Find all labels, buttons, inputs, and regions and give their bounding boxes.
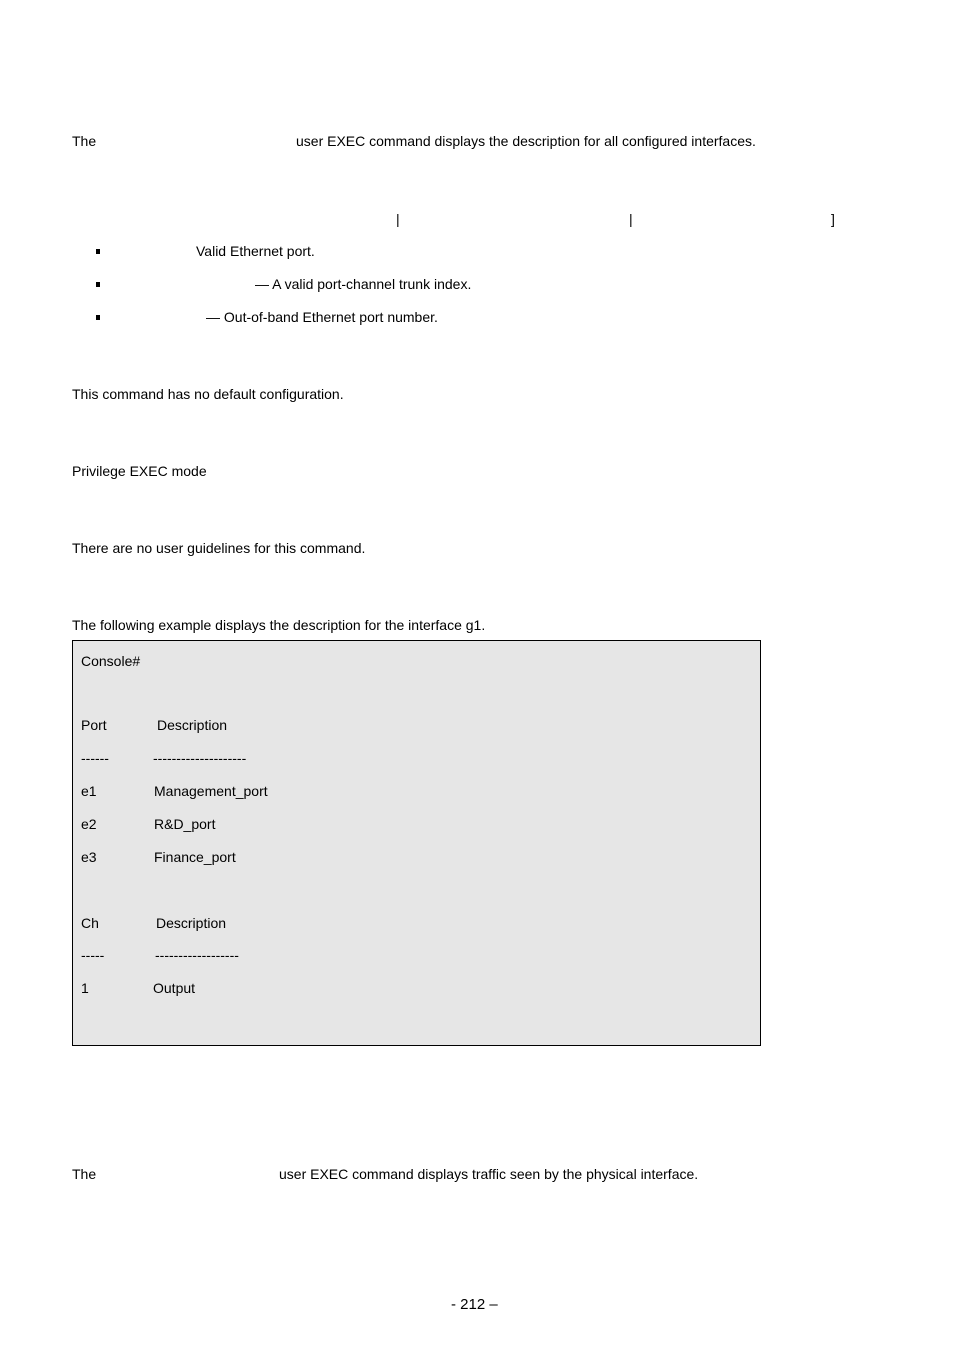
default-config-text: This command has no default configuration. <box>72 386 344 402</box>
section2-intro-text: user EXEC command displays traffic seen by the physical interface. <box>279 1166 699 1182</box>
param-oob: — Out-of-band Ethernet port number. <box>206 309 438 325</box>
table-row-description: R&D_port <box>154 816 216 832</box>
intro-text: user EXEC command displays the description for all configured interfaces. <box>296 133 756 149</box>
table-row-description: Finance_port <box>154 849 236 865</box>
table-row-port: e2 <box>81 816 97 832</box>
example-text: The following example displays the description for the interface g1. <box>72 617 486 633</box>
table-row-port: e3 <box>81 849 97 865</box>
intro-prefix: The <box>72 133 97 149</box>
separator-line: ------ <box>81 750 109 766</box>
separator-line: ----- <box>81 947 105 963</box>
syntax-close-bracket: ] <box>831 211 835 227</box>
user-guidelines-text: There are no user guidelines for this command. <box>72 540 366 556</box>
table-row-description: Output <box>153 980 196 996</box>
page-number: - 212 – <box>451 1296 498 1313</box>
param-port-channel: — A valid port-channel trunk index. <box>255 276 472 292</box>
bullet-icon <box>96 315 100 320</box>
param-ethernet: Valid Ethernet port. <box>196 243 315 259</box>
command-mode-text: Privilege EXEC mode <box>72 463 207 479</box>
section2-intro-prefix: The <box>72 1166 97 1182</box>
description-column-header: Description <box>156 915 227 931</box>
bullet-icon <box>96 249 100 254</box>
table-row-port: e1 <box>81 783 97 799</box>
ch-column-header: Ch <box>81 915 99 931</box>
syntax-separator: | <box>629 211 633 227</box>
description-column-header: Description <box>157 717 228 733</box>
syntax-separator: | <box>396 211 400 227</box>
bullet-icon <box>96 282 100 287</box>
table-row-channel: 1 <box>81 980 89 996</box>
console-prompt: Console# <box>81 653 141 669</box>
console-example-box <box>72 640 761 1046</box>
separator-line: ------------------ <box>155 947 239 963</box>
separator-line: -------------------- <box>153 750 247 766</box>
port-column-header: Port <box>81 717 107 733</box>
table-row-description: Management_port <box>154 783 268 799</box>
